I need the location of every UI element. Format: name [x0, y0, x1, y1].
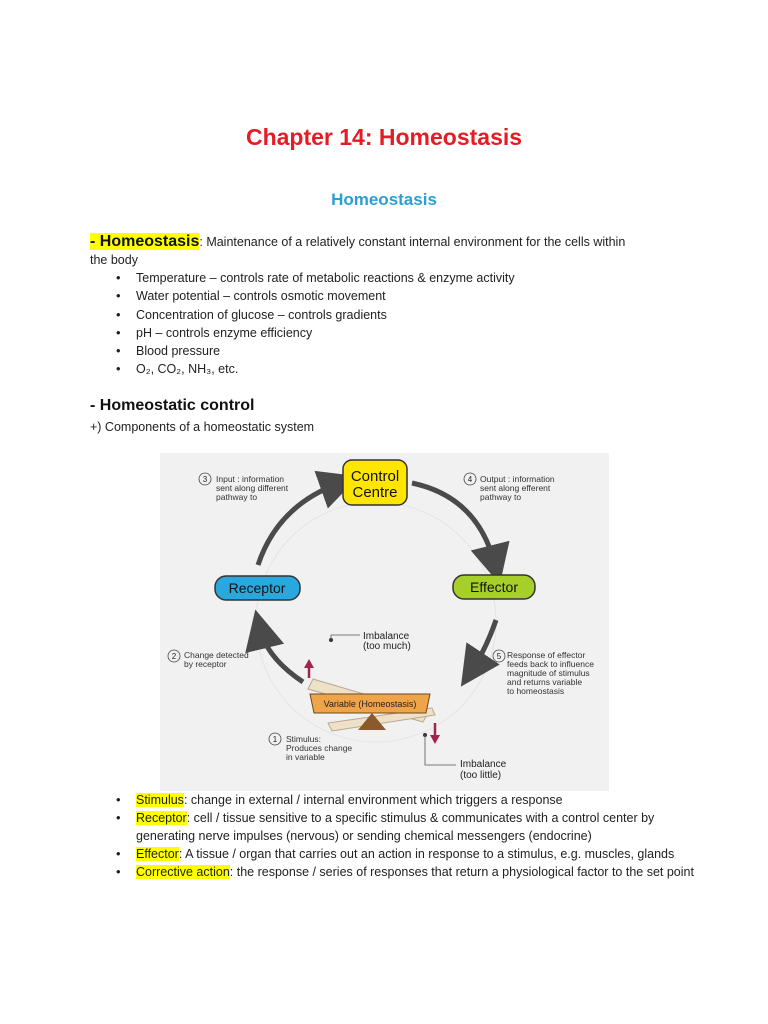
factor-list	[116, 269, 515, 379]
step-3-number: 3	[202, 475, 208, 484]
step-3-label-line2: sent along different	[216, 483, 289, 493]
step-1-label-line3: in variable	[286, 752, 325, 762]
definition-term: Receptor	[136, 811, 187, 825]
receptor-label: Receptor	[228, 580, 286, 596]
definition-text: : A tissue / organ that carries out an action in response to a stimulus, e.g. muscles, glands	[178, 847, 675, 861]
imbalance-little-label: Imbalance	[460, 759, 507, 770]
step-5-label-line2: feeds back to influence	[507, 659, 594, 669]
control-centre-label: Control	[350, 468, 400, 485]
list-item: • Blood pressure	[116, 342, 515, 360]
list-item	[116, 863, 696, 881]
step-2-label: Change detected	[184, 650, 249, 660]
homeostasis-definition-text-cont: the body	[90, 253, 138, 267]
list-item	[116, 791, 696, 809]
step-1-number: 1	[272, 735, 278, 744]
step-4-label-line2: sent along efferent	[480, 483, 551, 493]
step-5-number: 5	[496, 652, 502, 661]
list-item: • Concentration of glucose – controls gradients	[116, 306, 515, 324]
definitions-list	[116, 791, 696, 881]
variable-label: Variable (Homeostasis)	[323, 699, 417, 709]
components-subheading: +) Components of a homeostatic system	[90, 420, 315, 434]
chapter-title: Chapter 14: Homeostasis	[245, 124, 523, 150]
section-title: Homeostasis	[331, 190, 437, 209]
step-5-label-line3: magnitude of stimulus	[507, 668, 590, 678]
step-5-label-line4: and returns variable	[507, 677, 583, 687]
homeostasis-definition	[90, 233, 690, 269]
homeostasis-diagram	[160, 453, 609, 791]
step-1-label-line2: Produces change	[286, 743, 353, 753]
definition-term: Corrective action	[136, 865, 230, 879]
step-3-label: Input : information	[216, 474, 285, 484]
step-2-label-line2: by receptor	[184, 659, 227, 669]
step-5-label-line5: to homeostasis	[507, 686, 565, 696]
step-4-number: 4	[467, 475, 473, 484]
homeostasis-term: - Homeostasis	[90, 233, 200, 250]
step-3-label-line3: pathway to	[216, 492, 258, 502]
step-4-label: Output : information	[480, 474, 555, 484]
homeostatic-control-heading: - Homeostatic control	[90, 397, 255, 414]
step-4-label-line3: pathway to	[480, 492, 522, 502]
definition-term: Stimulus	[136, 793, 184, 807]
list-item: • pH – controls enzyme efficiency	[116, 324, 515, 342]
list-item: • O₂, CO₂, NH₃, etc.	[116, 360, 515, 378]
list-item: • Water potential – controls osmotic movement	[116, 287, 515, 305]
control-centre-label-line2: Centre	[352, 484, 398, 501]
imbalance-little-label-line2: (too little)	[460, 770, 502, 781]
list-item	[116, 845, 696, 863]
step-1-label: Stimulus:	[286, 734, 321, 744]
imbalance-much-label-line2: (too much)	[363, 641, 411, 652]
imbalance-much-label: Imbalance	[363, 631, 410, 642]
definition-text: : change in external / internal environment which triggers a response	[183, 793, 563, 807]
definition-text: : cell / tissue sensitive to a specific stimulus & communicates with a control center by generating nerve impulses (nervous) or sending chemical messengers (endocrine)	[136, 811, 655, 843]
step-2-number: 2	[171, 652, 177, 661]
step-5-label: Response of effector	[507, 650, 586, 660]
list-item: • Temperature – controls rate of metabolic reactions & enzyme activity	[116, 269, 515, 287]
effector-label: Effector	[470, 579, 518, 595]
definition-term: Effector	[136, 847, 179, 861]
homeostasis-definition-text: : Maintenance of a relatively constant internal environment for the cells within	[199, 235, 626, 249]
list-item	[116, 809, 696, 845]
definition-text: : the response / series of responses that return a physiological factor to the set point	[229, 865, 694, 879]
